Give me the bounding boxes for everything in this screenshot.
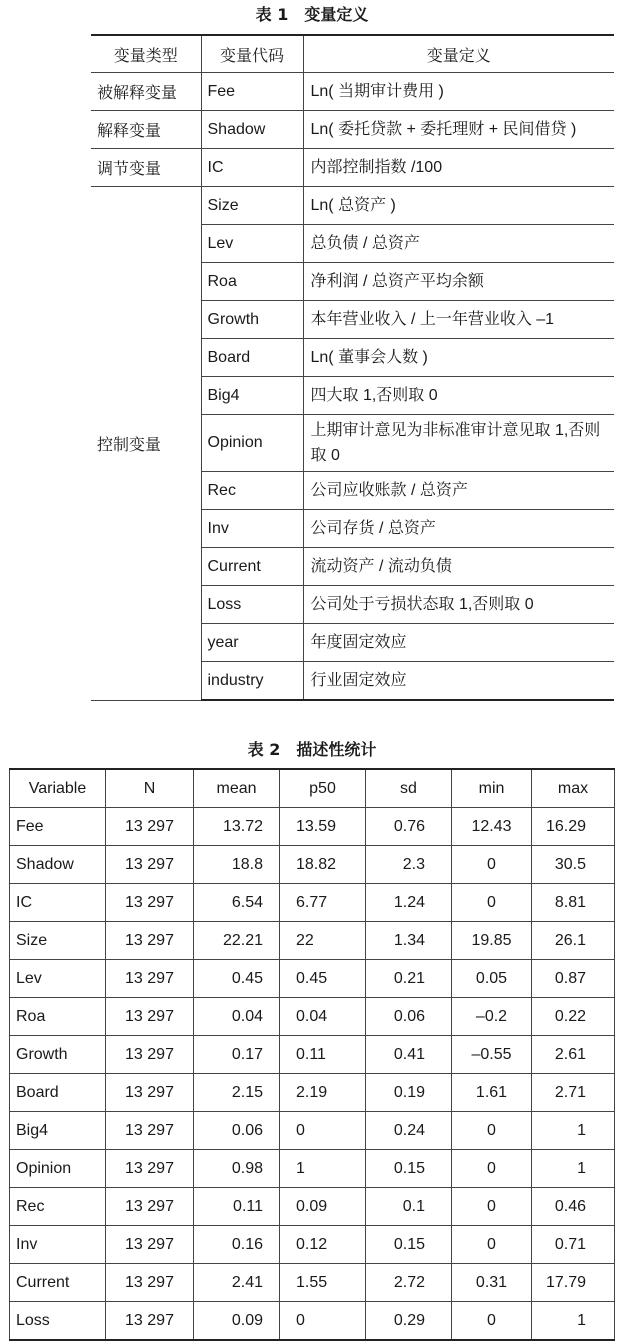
p50-cell: 1: [280, 1150, 366, 1188]
max-cell: 2.71: [532, 1074, 615, 1112]
variable-definition-cell: Ln( 委托贷款 + 委托理财 + 民间借贷 ): [303, 111, 614, 149]
p50-cell: 0.09: [280, 1188, 366, 1226]
variable-name-cell: Board: [10, 1074, 106, 1112]
min-cell: 0: [452, 1188, 532, 1226]
max-cell: 2.61: [532, 1036, 615, 1074]
max-cell: 0.71: [532, 1226, 615, 1264]
sd-cell: 2.72: [366, 1264, 452, 1302]
table2-row: [10, 1036, 615, 1074]
variable-code-cell: year: [201, 624, 303, 662]
p50-cell: 0: [280, 1112, 366, 1150]
table1-row: [91, 187, 614, 225]
sd-cell: 1.24: [366, 884, 452, 922]
sd-cell: 0.76: [366, 808, 452, 846]
max-cell: 0.87: [532, 960, 615, 998]
mean-cell: 13.72: [194, 808, 280, 846]
sd-cell: 0.21: [366, 960, 452, 998]
min-cell: –0.55: [452, 1036, 532, 1074]
table2-header-min: min: [452, 769, 532, 808]
table2-row: [10, 1150, 615, 1188]
sd-cell: 0.19: [366, 1074, 452, 1112]
max-cell: 8.81: [532, 884, 615, 922]
max-cell: 30.5: [532, 846, 615, 884]
n-cell: 13 297: [106, 808, 194, 846]
sd-cell: 1.34: [366, 922, 452, 960]
descriptive-statistics-table: [9, 768, 615, 1341]
p50-cell: 1.55: [280, 1264, 366, 1302]
table2-row: [10, 1112, 615, 1150]
min-cell: 0: [452, 1302, 532, 1341]
n-cell: 13 297: [106, 1264, 194, 1302]
variable-code-cell: industry: [201, 662, 303, 701]
variable-name-cell: Current: [10, 1264, 106, 1302]
variable-type-cell: 解释变量: [91, 111, 201, 149]
variable-code-cell: Rec: [201, 472, 303, 510]
table1-header-row: [91, 35, 614, 73]
mean-cell: 18.8: [194, 846, 280, 884]
table1-row: [91, 149, 614, 187]
max-cell: 17.79: [532, 1264, 615, 1302]
table2-row: [10, 1302, 615, 1341]
p50-cell: 13.59: [280, 808, 366, 846]
variable-definition-cell: 公司存货 / 总资产: [303, 510, 614, 548]
n-cell: 13 297: [106, 998, 194, 1036]
max-cell: 16.29: [532, 808, 615, 846]
variable-code-cell: Opinion: [201, 415, 303, 472]
variable-name-cell: Size: [10, 922, 106, 960]
table2-header-mean: mean: [194, 769, 280, 808]
table2-header-n: N: [106, 769, 194, 808]
variable-code-cell: IC: [201, 149, 303, 187]
sd-cell: 0.29: [366, 1302, 452, 1341]
min-cell: 19.85: [452, 922, 532, 960]
min-cell: 0.31: [452, 1264, 532, 1302]
n-cell: 13 297: [106, 1188, 194, 1226]
table1-row: [91, 73, 614, 111]
variable-name-cell: Roa: [10, 998, 106, 1036]
variable-definition-cell: Ln( 总资产 ): [303, 187, 614, 225]
variable-definition-cell: 上期审计意见为非标准审计意见取 1,否则取 0: [303, 415, 614, 472]
n-cell: 13 297: [106, 1150, 194, 1188]
n-cell: 13 297: [106, 1226, 194, 1264]
variable-code-cell: Fee: [201, 73, 303, 111]
max-cell: 0.22: [532, 998, 615, 1036]
variable-code-cell: Inv: [201, 510, 303, 548]
p50-cell: 0.04: [280, 998, 366, 1036]
max-cell: 26.1: [532, 922, 615, 960]
n-cell: 13 297: [106, 1036, 194, 1074]
variable-definition-cell: 公司处于亏损状态取 1,否则取 0: [303, 586, 614, 624]
sd-cell: 0.41: [366, 1036, 452, 1074]
variable-definition-cell: 本年营业收入 / 上一年营业收入 –1: [303, 301, 614, 339]
mean-cell: 6.54: [194, 884, 280, 922]
max-cell: 1: [532, 1302, 615, 1341]
n-cell: 13 297: [106, 1074, 194, 1112]
table2-row: [10, 884, 615, 922]
variable-name-cell: Big4: [10, 1112, 106, 1150]
n-cell: 13 297: [106, 1302, 194, 1341]
mean-cell: 0.45: [194, 960, 280, 998]
variable-definition-cell: 内部控制指数 /100: [303, 149, 614, 187]
table1-row: [91, 111, 614, 149]
min-cell: 0: [452, 846, 532, 884]
max-cell: 0.46: [532, 1188, 615, 1226]
variable-definition-cell: Ln( 董事会人数 ): [303, 339, 614, 377]
sd-cell: 0.1: [366, 1188, 452, 1226]
mean-cell: 0.98: [194, 1150, 280, 1188]
p50-cell: 0.12: [280, 1226, 366, 1264]
mean-cell: 0.09: [194, 1302, 280, 1341]
variable-code-cell: Board: [201, 339, 303, 377]
sd-cell: 0.15: [366, 1150, 452, 1188]
p50-cell: 6.77: [280, 884, 366, 922]
table1-header-type: 变量类型: [91, 35, 201, 73]
sd-cell: 0.15: [366, 1226, 452, 1264]
variable-code-cell: Loss: [201, 586, 303, 624]
variable-code-cell: Big4: [201, 377, 303, 415]
table2-body: [10, 808, 615, 1341]
variable-definition-cell: Ln( 当期审计费用 ): [303, 73, 614, 111]
n-cell: 13 297: [106, 884, 194, 922]
table2-row: [10, 1074, 615, 1112]
variable-code-cell: Current: [201, 548, 303, 586]
p50-cell: 18.82: [280, 846, 366, 884]
mean-cell: 22.21: [194, 922, 280, 960]
variable-name-cell: IC: [10, 884, 106, 922]
table2-header-row: [10, 769, 615, 808]
variable-name-cell: Shadow: [10, 846, 106, 884]
variable-type-cell: 控制变量: [91, 187, 201, 701]
variable-definition-cell: 流动资产 / 流动负债: [303, 548, 614, 586]
variable-code-cell: Size: [201, 187, 303, 225]
max-cell: 1: [532, 1150, 615, 1188]
variable-definition-cell: 总负债 / 总资产: [303, 225, 614, 263]
table1-header-code: 变量代码: [201, 35, 303, 73]
sd-cell: 2.3: [366, 846, 452, 884]
variable-name-cell: Growth: [10, 1036, 106, 1074]
min-cell: 0: [452, 1112, 532, 1150]
p50-cell: 0: [280, 1302, 366, 1341]
p50-cell: 0.11: [280, 1036, 366, 1074]
variable-name-cell: Loss: [10, 1302, 106, 1341]
min-cell: 0.05: [452, 960, 532, 998]
table2-row: [10, 960, 615, 998]
p50-cell: 22: [280, 922, 366, 960]
table2-header-max: max: [532, 769, 615, 808]
n-cell: 13 297: [106, 922, 194, 960]
n-cell: 13 297: [106, 960, 194, 998]
min-cell: 1.61: [452, 1074, 532, 1112]
table2-row: [10, 1264, 615, 1302]
mean-cell: 0.04: [194, 998, 280, 1036]
variable-code-cell: Shadow: [201, 111, 303, 149]
variable-name-cell: Fee: [10, 808, 106, 846]
variable-name-cell: Opinion: [10, 1150, 106, 1188]
variable-definition-cell: 公司应收账款 / 总资产: [303, 472, 614, 510]
mean-cell: 0.06: [194, 1112, 280, 1150]
variable-type-cell: 被解释变量: [91, 73, 201, 111]
variable-code-cell: Lev: [201, 225, 303, 263]
n-cell: 13 297: [106, 846, 194, 884]
min-cell: 0: [452, 1150, 532, 1188]
variable-name-cell: Inv: [10, 1226, 106, 1264]
table2-header-variable: Variable: [10, 769, 106, 808]
p50-cell: 0.45: [280, 960, 366, 998]
table2-row: [10, 1226, 615, 1264]
variable-code-cell: Roa: [201, 263, 303, 301]
table1-caption: 表 1 变量定义: [255, 5, 369, 24]
min-cell: 0: [452, 1226, 532, 1264]
p50-cell: 2.19: [280, 1074, 366, 1112]
table2-row: [10, 1188, 615, 1226]
variable-name-cell: Lev: [10, 960, 106, 998]
mean-cell: 0.11: [194, 1188, 280, 1226]
table2-header-p50: p50: [280, 769, 366, 808]
variable-definition-cell: 行业固定效应: [303, 662, 614, 701]
sd-cell: 0.06: [366, 998, 452, 1036]
sd-cell: 0.24: [366, 1112, 452, 1150]
mean-cell: 2.15: [194, 1074, 280, 1112]
table2-header-sd: sd: [366, 769, 452, 808]
min-cell: 12.43: [452, 808, 532, 846]
table2-row: [10, 998, 615, 1036]
table2-row: [10, 922, 615, 960]
table2-caption: 表 2 描述性统计: [247, 740, 377, 759]
variable-definition-table: [91, 34, 614, 701]
variable-definition-cell: 四大取 1,否则取 0: [303, 377, 614, 415]
min-cell: 0: [452, 884, 532, 922]
variable-definition-cell: 净利润 / 总资产平均余额: [303, 263, 614, 301]
table2-row: [10, 846, 615, 884]
min-cell: –0.2: [452, 998, 532, 1036]
table1-header-definition: 变量定义: [303, 35, 614, 73]
mean-cell: 0.16: [194, 1226, 280, 1264]
max-cell: 1: [532, 1112, 615, 1150]
variable-name-cell: Rec: [10, 1188, 106, 1226]
n-cell: 13 297: [106, 1112, 194, 1150]
table1-body: [91, 73, 614, 701]
mean-cell: 0.17: [194, 1036, 280, 1074]
variable-definition-cell: 年度固定效应: [303, 624, 614, 662]
mean-cell: 2.41: [194, 1264, 280, 1302]
table2-row: [10, 808, 615, 846]
variable-code-cell: Growth: [201, 301, 303, 339]
variable-type-cell: 调节变量: [91, 149, 201, 187]
